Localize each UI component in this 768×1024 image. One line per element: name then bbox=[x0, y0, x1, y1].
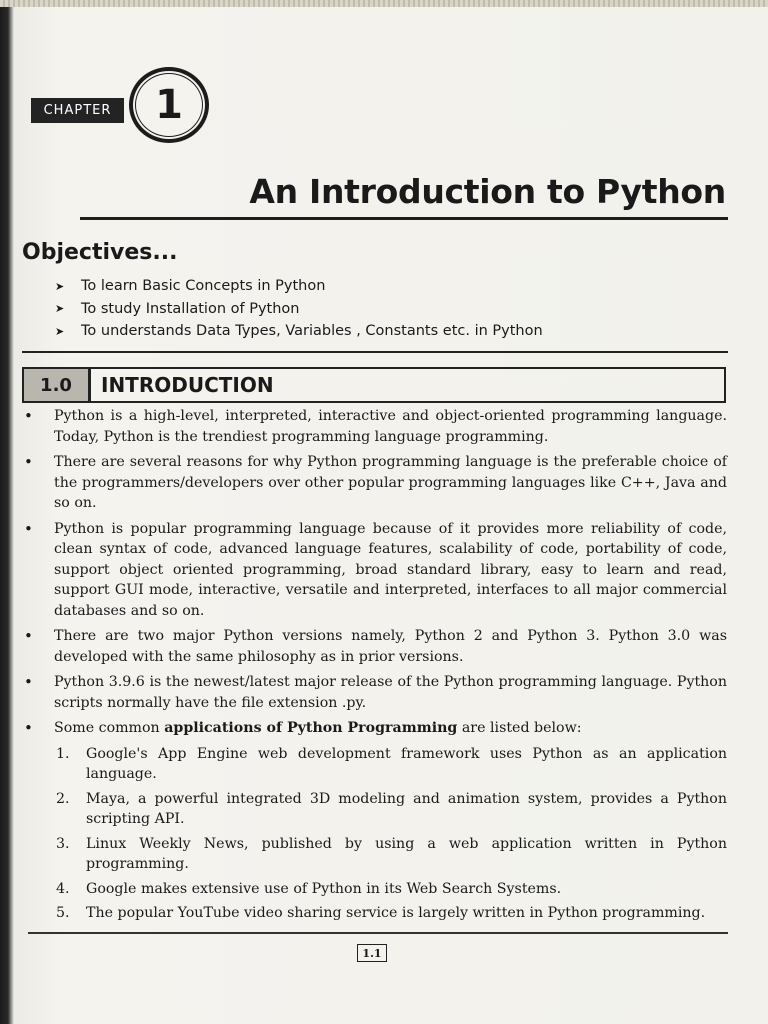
bullet-list bbox=[22, 406, 727, 739]
section-body bbox=[22, 406, 727, 928]
applications-list bbox=[22, 744, 727, 924]
page-number: 1.1 bbox=[357, 944, 387, 962]
application-item: 5. The popular YouTube video sharing service is largely written in Python programming. bbox=[56, 905, 706, 921]
application-item: 2. Maya, a powerful integrated 3D modeling and animation system, provides a Python scripting API. bbox=[56, 790, 727, 827]
arrow-bullet-icon: ➤ bbox=[55, 324, 65, 338]
application-item: 3. Linux Weekly News, published by using a web application written in Python programming. bbox=[56, 835, 727, 872]
chapter-number: 1 bbox=[129, 67, 209, 143]
bullet-item: • Python is a high-level, interpreted, interactive and object-oriented programming language. Today, Python is the trendiest programming language programming. bbox=[22, 406, 727, 447]
application-item: 1. Google's App Engine web development framework uses Python as an application language. bbox=[56, 745, 727, 782]
objective-item: ➤ To learn Basic Concepts in Python bbox=[55, 278, 326, 295]
objective-item: ➤ To study Installation of Python bbox=[55, 300, 300, 317]
section-number: 1.0 bbox=[24, 369, 91, 401]
application-item: 4. Google makes extensive use of Python in its Web Search Systems. bbox=[56, 880, 562, 897]
objectives-list bbox=[55, 275, 543, 343]
chapter-label: CHAPTER bbox=[31, 98, 124, 123]
arrow-bullet-icon: ➤ bbox=[55, 302, 65, 316]
section-title: INTRODUCTION bbox=[101, 373, 274, 397]
objectives-heading: Objectives... bbox=[22, 240, 178, 265]
title-underline bbox=[80, 217, 728, 220]
objective-item: ➤ To understands Data Types, Variables , Constants etc. in Python bbox=[55, 323, 543, 340]
page-top-edge bbox=[0, 0, 768, 7]
section-divider bbox=[22, 351, 728, 353]
bullet-item: • Python 3.9.6 is the newest/latest major release of the Python programming language. Python scripts normally have the file extension .py. bbox=[22, 672, 727, 713]
bullet-item: • Python is popular programming language because of it provides more reliability of code, clean syntax of code, advanced language features, scalability of code, portability of code, support object oriented programming, broad standard library, easy to learn and read, support GUI mode, interactive, versatile and interpreted, interfaces to all major commercial databases and so on. bbox=[22, 519, 727, 622]
bullet-item: • There are several reasons for why Python programming language is the preferable choice of the programmers/developers over other popular programming languages like C++, Java and so on. bbox=[22, 452, 727, 514]
chapter-title: An Introduction to Python bbox=[249, 172, 726, 211]
bullet-item: • There are two major Python versions namely, Python 2 and Python 3. Python 3.0 was developed with the same philosophy as in prior versions. bbox=[22, 626, 727, 667]
arrow-bullet-icon: ➤ bbox=[55, 279, 65, 293]
section-heading bbox=[22, 367, 726, 403]
footer-divider bbox=[28, 932, 728, 934]
bullet-item-applications: • Some common applications of Python Programming are listed below: bbox=[22, 718, 727, 739]
